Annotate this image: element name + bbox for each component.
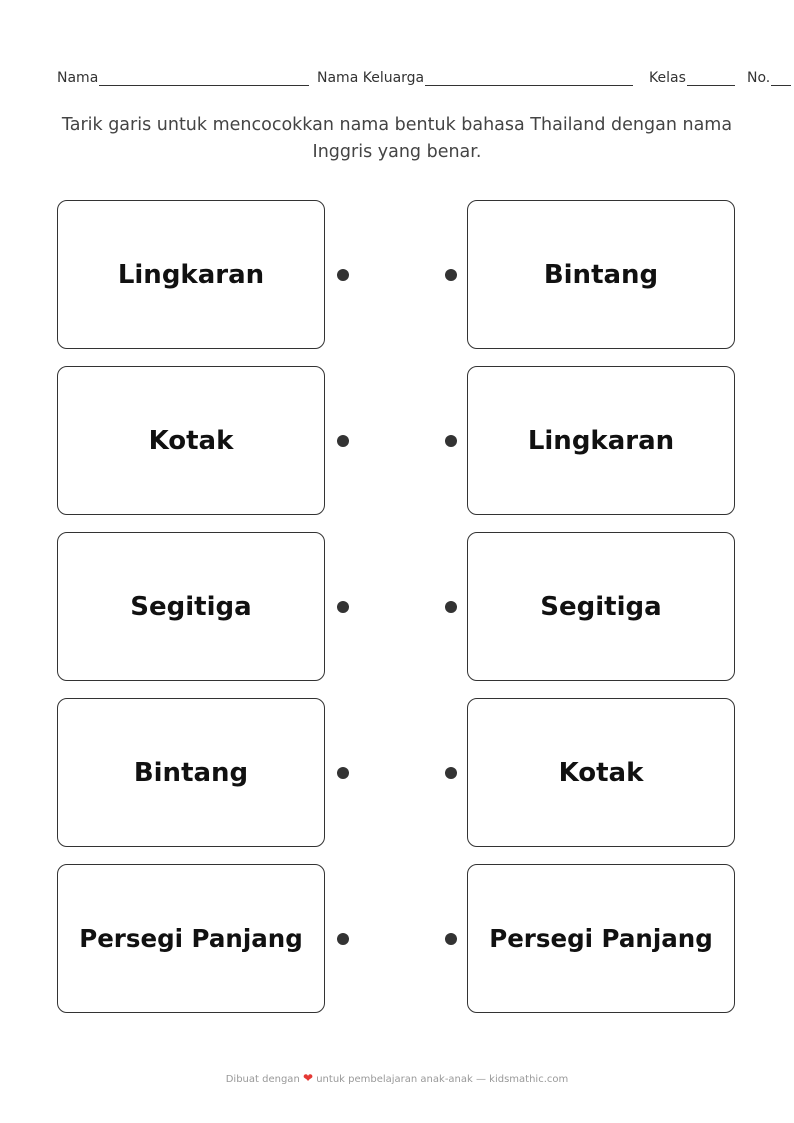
student-info-header: [57, 70, 794, 90]
number-line[interactable]: [771, 72, 791, 86]
right-dot-3[interactable]: [445, 601, 457, 613]
left-card-4: [57, 698, 325, 847]
right-card-3: [467, 532, 735, 681]
right-card-label: Segitiga: [540, 591, 662, 622]
instructions-text: Tarik garis untuk mencocokkan nama bentuk bahasa Thailand dengan nama Inggris yang benar.: [61, 115, 733, 162]
name-line[interactable]: [99, 72, 309, 86]
right-dot-1[interactable]: [445, 269, 457, 281]
left-dot-1[interactable]: [337, 269, 349, 281]
right-card-4: [467, 698, 735, 847]
right-dot-2[interactable]: [445, 435, 457, 447]
left-dot-4[interactable]: [337, 767, 349, 779]
family-name-line[interactable]: [425, 72, 633, 86]
right-card-label: Lingkaran: [527, 425, 675, 456]
number-label: No.: [747, 70, 771, 86]
name-label: Nama: [57, 70, 99, 86]
footer-prefix: Dibuat dengan: [225, 1074, 300, 1085]
left-card-5: [57, 864, 325, 1013]
left-card-label: Kotak: [148, 425, 234, 456]
class-label: Kelas: [649, 70, 686, 86]
right-dot-4[interactable]: [445, 767, 457, 779]
left-card-label: Lingkaran: [117, 259, 265, 290]
right-card-label: Bintang: [543, 259, 659, 290]
family-name-label: Nama Keluarga: [317, 70, 425, 86]
left-card-2: [57, 366, 325, 515]
left-card-3: [57, 532, 325, 681]
footer-credit: [0, 1071, 794, 1085]
left-card-label: Segitiga: [130, 591, 252, 622]
heart-icon: ❤: [302, 1071, 314, 1085]
right-dot-5[interactable]: [445, 933, 457, 945]
left-card-label: Persegi Panjang: [79, 924, 303, 953]
left-dot-5[interactable]: [337, 933, 349, 945]
right-card-5: [467, 864, 735, 1013]
left-dot-2[interactable]: [337, 435, 349, 447]
number-field[interactable]: [747, 70, 791, 86]
left-dot-3[interactable]: [337, 601, 349, 613]
class-field[interactable]: [649, 70, 735, 86]
right-card-label: Persegi Panjang: [489, 924, 713, 953]
right-card-2: [467, 366, 735, 515]
footer-suffix: untuk pembelajaran anak-anak — kidsmathic.com: [316, 1074, 569, 1085]
left-card-1: [57, 200, 325, 349]
family-name-field[interactable]: [317, 70, 633, 86]
left-card-label: Bintang: [133, 757, 249, 788]
right-card-1: [467, 200, 735, 349]
name-field[interactable]: [57, 70, 309, 86]
right-card-label: Kotak: [558, 757, 644, 788]
class-line[interactable]: [687, 72, 735, 86]
